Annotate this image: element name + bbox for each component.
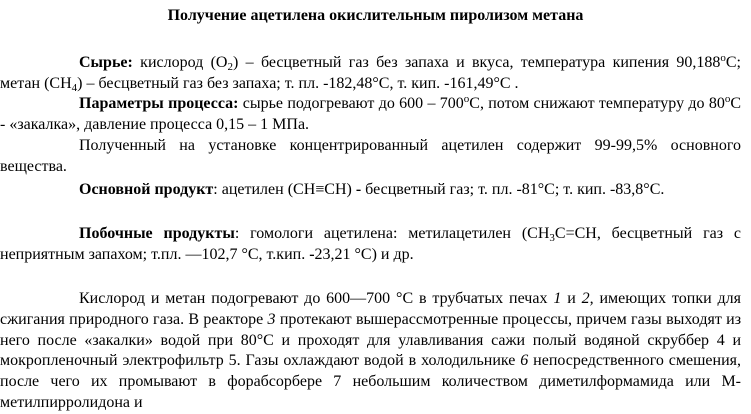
process-parameters-text: сырье подогревают до 600 – 700 (238, 95, 464, 112)
byproducts-label: Побочные продукты (79, 225, 235, 242)
equipment-number: 1 (553, 290, 562, 307)
superscript: о (463, 93, 470, 105)
subscript: 4 (71, 81, 78, 94)
superscript: о (720, 52, 726, 64)
subscript: 2 (227, 61, 233, 73)
bold-dash: - (355, 181, 362, 198)
raw-materials-label: Сырье: (79, 54, 133, 71)
subscript: 3 (549, 232, 555, 244)
raw-materials-paragraph (0, 53, 741, 94)
process-parameters-text: С - «закалка», давление процесса 0,15 – 1 МПа. (0, 95, 741, 133)
main-product-label: Основной продукт (79, 181, 214, 198)
process-text: Кислород и метан подогревают до 600—700 °С в трубчатых печах (79, 290, 554, 307)
raw-materials-text: ) – бесцветный газ без запаха и вкуса, температура кипения 90,188 (232, 54, 721, 71)
process-parameters-paragraph (0, 94, 741, 135)
process-parameters-text: С, потом снижают температуру до 80 (469, 95, 725, 112)
main-product-text: : ацетилен (CH≡CH) (213, 181, 356, 198)
raw-materials-text: С; метан (CH (0, 54, 741, 92)
concentrate-paragraph: Полученный на установке концентрированный ацетилен содержит 99-99,5% основного вещества. (0, 137, 741, 175)
byproducts-text: C=CH, бесцветный газ с неприятным запахом; т.пл. —102,7 °С, т.кип. (0, 225, 742, 263)
process-text: непосредственного смешения, после чего их промывают в форабсорбере 7 небольшим количеством диметилформамида или М-метилпирролидона и (0, 352, 742, 411)
process-text: и (561, 290, 582, 307)
superscript: о (724, 93, 731, 105)
bold-dash: - (309, 245, 315, 263)
process-parameters-label: Параметры процесса: (79, 95, 239, 112)
main-product-text: бесцветный газ; т. пл. -81°С; т. кип. -83,8°С. (361, 181, 665, 198)
equipment-number: 3 (267, 310, 276, 328)
byproducts-text: : гомологи ацетилена: метилацетилен (CH (234, 225, 550, 242)
equipment-number: 6 (520, 352, 529, 370)
byproducts-paragraph (0, 224, 741, 265)
equipment-number: 2, (581, 290, 594, 307)
process-text: протекают вышерассмотренные процессы, причем газы выходят из него после «закалки» водой при 80°С и проходят для улавливания сажи полый водяной скруббер 4 и мокропленочный электрофильтр 5. Газы охлаждают водой в холодильнике (0, 310, 742, 370)
byproducts-text: 23,21 °С) и др. (314, 245, 414, 263)
raw-materials-text: кислород (O (132, 54, 228, 71)
main-product-paragraph (0, 180, 741, 201)
document-title: Получение ацетилена окислительным пиролизом метана (167, 7, 584, 24)
process-description-paragraph (0, 289, 741, 414)
process-text: имеющих топки для сжигания природного газа. В реакторе (0, 290, 742, 328)
raw-materials-text: ) – бесцветный газ без запаха; т. пл. -182,48°С, т. кип. -161,49°С . (77, 74, 519, 92)
